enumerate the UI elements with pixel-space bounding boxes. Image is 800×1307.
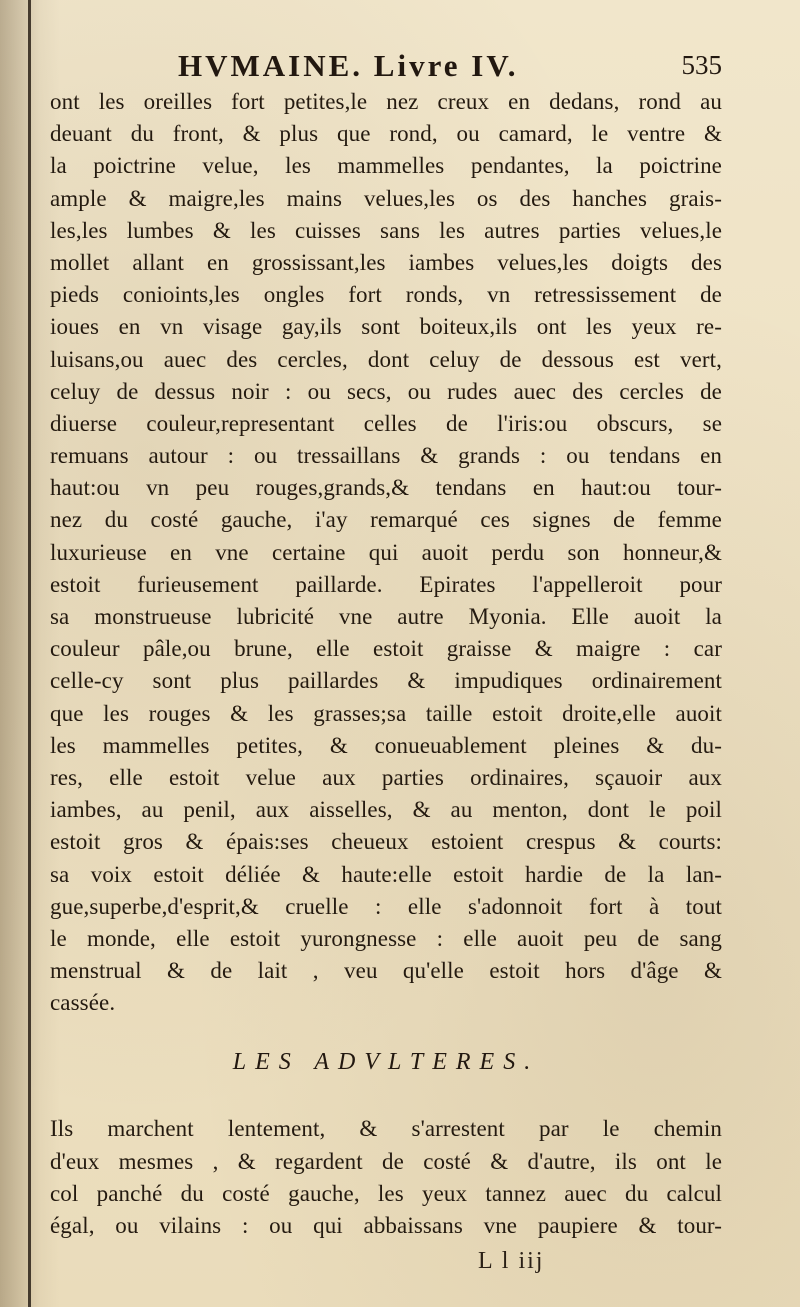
text-line: menstrual & de lait , veu qu'elle estoit hors d'âge &: [50, 958, 722, 984]
text-line: estoit furieusement paillarde. Epirates l'appelleroit pour: [50, 571, 722, 597]
running-head: [50, 40, 722, 86]
text-line: col panché du costé gauche, les yeux tannez auec du calcul: [50, 1180, 722, 1206]
text-line: Ils marchent lentement, & s'arrestent par le chemin: [50, 1116, 722, 1142]
section-heading: LES ADVLTERES.: [232, 1049, 540, 1076]
text-line: estoit gros & épais:ses cheueux estoient crespus & courts:: [50, 829, 722, 855]
text-line: les,les lumbes & les cuisses sans les autres parties velues,le: [50, 217, 722, 243]
text-line: res, elle estoit velue aux parties ordinaires, sçauoir aux: [50, 764, 722, 790]
text-line: deuant du front, & plus que rond, ou camard, le ventre &: [50, 121, 722, 147]
text-line: celle-cy sont plus paillardes & impudiques ordinairement: [50, 668, 722, 694]
paragraph-luxurious-signs: [50, 86, 722, 1019]
text-line: sa voix estoit déliée & haute:elle estoit hardie de la lan-: [50, 861, 722, 887]
text-line: le monde, elle estoit yurongnesse : elle auoit peu de sang: [50, 925, 722, 951]
text-line: cassée.: [50, 990, 116, 1016]
text-line: les mammelles petites, & conueuablement pleines & du-: [50, 732, 722, 758]
binding-rule: [28, 0, 31, 1307]
book-page: [50, 40, 722, 1242]
page-number: 535: [681, 50, 722, 80]
text-line: la poictrine velue, les mammelles pendantes, la poictrine: [50, 153, 722, 179]
text-line: d'eux mesmes , & regardent de costé & d'autre, ils ont le: [50, 1148, 722, 1174]
text-line: iambes, au penil, aux aisselles, & au menton, dont le poil: [50, 797, 722, 823]
text-line: diuerse couleur,representant celles de l'iris:ou obscurs, se: [50, 410, 722, 436]
signature-mark: L l iij: [478, 1248, 545, 1274]
text-line: sa monstrueuse lubricité vne autre Myonia. Elle auoit la: [50, 604, 722, 629]
text-line: égal, ou vilains : ou qui abbaissans vne paupiere & tour-: [50, 1213, 722, 1238]
text-line: haut:ou vn peu rouges,grands,& tendans en haut:ou tour-: [50, 475, 722, 501]
section-heading-wrap: [50, 1019, 722, 1113]
text-line: gue,superbe,d'esprit,& cruelle : elle s'adonnoit fort à tout: [50, 893, 722, 919]
text-line: que les rouges & les grasses;sa taille estoit droite,elle auoit: [50, 700, 722, 726]
text-line: pieds conioints,les ongles fort ronds, vn retressissement de: [50, 282, 722, 308]
text-line: mollet allant en grossissant,les iambes velues,les doigts des: [50, 249, 722, 275]
running-title: HVMAINE. Livre IV.: [178, 48, 519, 83]
text-line: remuans autour : ou tressaillans & grands : ou tendans en: [50, 443, 722, 469]
text-line: luisans,ou auec des cercles, dont celuy de dessous est vert,: [50, 346, 722, 372]
text-line: ont les oreilles fort petites,le nez creux en dedans, rond au: [50, 89, 722, 114]
text-line: ample & maigre,les mains velues,les os des hanches grais-: [50, 185, 722, 211]
text-line: celuy de dessus noir : ou secs, ou rudes auec des cercles de: [50, 378, 722, 404]
text-line: luxurieuse en vne certaine qui auoit perdu son honneur,&: [50, 539, 722, 565]
text-line: ioues en vn visage gay,ils sont boiteux,ils ont les yeux re-: [50, 314, 722, 340]
text-line: couleur pâle,ou brune, elle estoit graisse & maigre : car: [50, 636, 722, 662]
paragraph-adulterers: [50, 1113, 722, 1242]
text-line: nez du costé gauche, i'ay remarqué ces signes de femme: [50, 507, 722, 533]
